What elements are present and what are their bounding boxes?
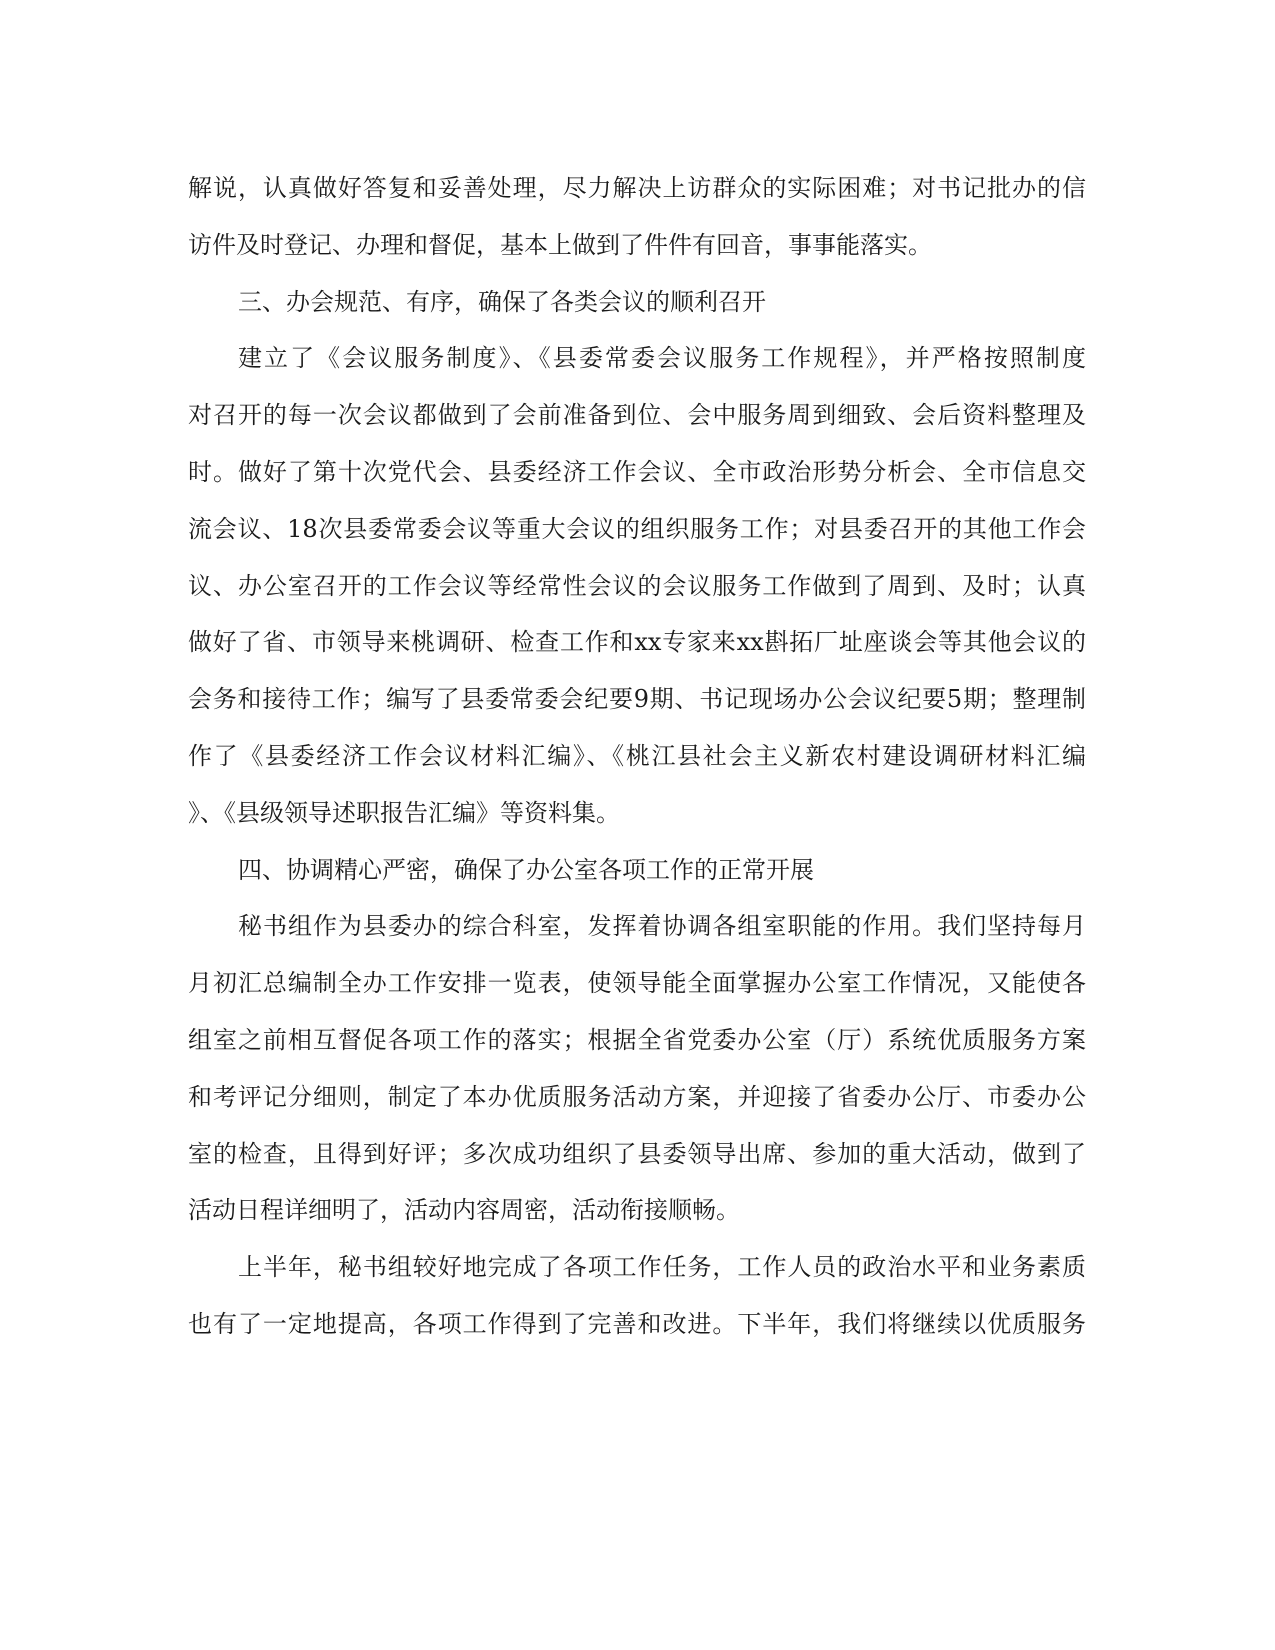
text-line: 也有了一定地提高，各项工作得到了完善和改进。下半年，我们将继续以优质服务	[188, 1309, 1086, 1338]
text-line: 对召开的每一次会议都做到了会前准备到位、会中服务周到细致、会后资料整理及	[188, 401, 1086, 430]
text-line: 月初汇总编制全办工作安排一览表，使领导能全面掌握办公室工作情况，又能使各	[188, 969, 1086, 998]
text-line: 议、办公室召开的工作会议等经常性会议的会议服务工作做到了周到、及时；认真	[188, 571, 1086, 600]
text-line: 流会议、18次县委常委会议等重大会议的组织服务工作；对县委召开的其他工作会	[188, 514, 1086, 543]
text-line: 组室之前相互督促各项工作的落实；根据全省党委办公室（厅）系统优质服务方案	[188, 1025, 1086, 1054]
document-page	[188, 160, 1086, 1353]
text-line: 秘书组作为县委办的综合科室，发挥着协调各组室职能的作用。我们坚持每月	[238, 912, 1086, 941]
section-heading: 三、办会规范、有序，确保了各类会议的顺利召开	[238, 287, 766, 316]
section-heading: 四、协调精心严密，确保了办公室各项工作的正常开展	[238, 855, 814, 884]
text-line: 》、《县级领导述职报告汇编》等资料集。	[188, 798, 620, 827]
text-line: 室的检查，且得到好评；多次成功组织了县委领导出席、参加的重大活动，做到了	[188, 1139, 1086, 1168]
text-line: 会务和接待工作；编写了县委常委会纪要9期、书记现场办公会议纪要5期；整理制	[188, 685, 1086, 714]
text-line: 建立了《会议服务制度》、《县委常委会议服务工作规程》，并严格按照制度	[238, 344, 1086, 373]
text-line: 解说，认真做好答复和妥善处理，尽力解决上访群众的实际困难；对书记批办的信	[188, 174, 1086, 202]
text-line: 和考评记分细则，制定了本办优质服务活动方案，并迎接了省委办公厅、市委办公	[188, 1082, 1086, 1111]
text-line: 访件及时登记、办理和督促，基本上做到了件件有回音，事事能落实。	[188, 230, 932, 259]
text-line: 做好了省、市领导来桃调研、检查工作和xx专家来xx斟拓厂址座谈会等其他会议的	[188, 628, 1086, 657]
text-line: 上半年，秘书组较好地完成了各项工作任务，工作人员的政治水平和业务素质	[238, 1253, 1086, 1282]
text-line: 活动日程详细明了，活动内容周密，活动衔接顺畅。	[188, 1196, 740, 1225]
text-line: 作了《县委经济工作会议材料汇编》、《桃江县社会主义新农村建设调研材料汇编	[188, 741, 1086, 770]
text-line: 时。做好了第十次党代会、县委经济工作会议、全市政治形势分析会、全市信息交	[188, 457, 1086, 486]
